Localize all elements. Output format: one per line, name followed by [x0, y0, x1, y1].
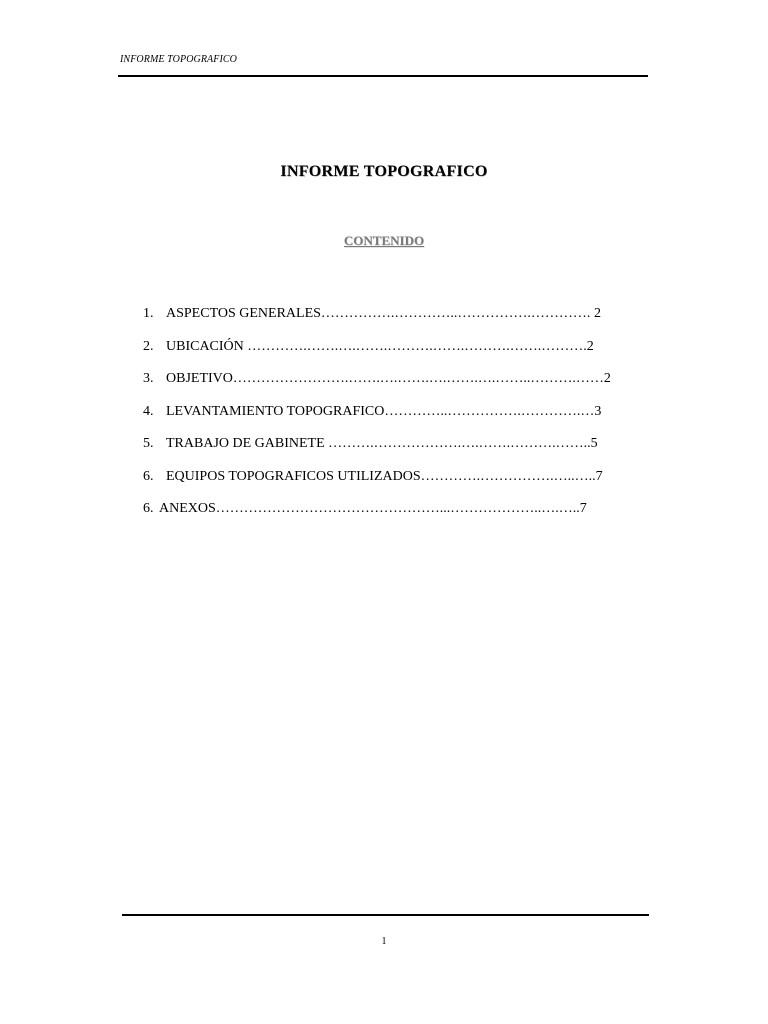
toc-entry-number: 4.: [143, 403, 154, 419]
toc-entry-text: TRABAJO DE GABINETE ……….……………….….…….……….……..: [166, 436, 591, 451]
page-number: 1: [381, 936, 387, 947]
toc-entry-page: 2: [590, 306, 601, 321]
toc-entry-page: 7: [595, 468, 603, 484]
toc-entry-text: ANEXOS…………………………………………...………………..….…..: [159, 501, 580, 516]
toc-entry[interactable]: [143, 337, 643, 356]
running-header: INFORME TOPOGRAFICO: [120, 54, 237, 65]
toc-entry-text: OBJETIVO…………………….…….….…….….…….….……..……….……: [166, 371, 604, 386]
toc-entry-number: 1.: [143, 306, 154, 321]
toc-entry[interactable]: [143, 434, 643, 453]
toc-entry-number: 2.: [143, 338, 154, 354]
toc-entry-page: 2: [603, 371, 611, 386]
toc-entry[interactable]: [143, 402, 643, 421]
document-title: INFORME TOPOGRAFICO: [280, 163, 488, 180]
toc-entry[interactable]: [143, 369, 643, 388]
contents-heading: CONTENIDO: [343, 233, 425, 248]
toc-entry[interactable]: [143, 499, 643, 518]
toc-entry[interactable]: [143, 467, 643, 486]
toc-entry-text: ASPECTOS GENERALES…………….…………..…………….………….: [166, 306, 591, 321]
header-rule: [118, 75, 648, 77]
toc-entry-text: EQUIPOS TOPOGRAFICOS UTILIZADOS………….…………….…..…..: [166, 468, 596, 484]
toc-entry[interactable]: [143, 304, 643, 323]
toc-entry-number: 6.: [143, 501, 154, 516]
toc-entry-number: 3.: [143, 371, 154, 386]
toc-entry-number: 6.: [143, 468, 154, 484]
toc-entry-number: 5.: [143, 436, 154, 451]
toc-entry-text: LEVANTAMIENTO TOPOGRAFICO…………..…………….………….…: [166, 403, 595, 419]
toc-entry-page: 5: [590, 436, 598, 451]
toc-entry-page: 3: [594, 403, 602, 419]
footer-rule: [122, 914, 649, 916]
toc-entry-page: 2: [586, 338, 594, 354]
table-of-contents: [143, 304, 643, 532]
toc-entry-page: 7: [579, 501, 587, 516]
toc-entry-text: UBICACIÓN ………….…….….…….……….…….……….…….……….: [166, 338, 587, 354]
